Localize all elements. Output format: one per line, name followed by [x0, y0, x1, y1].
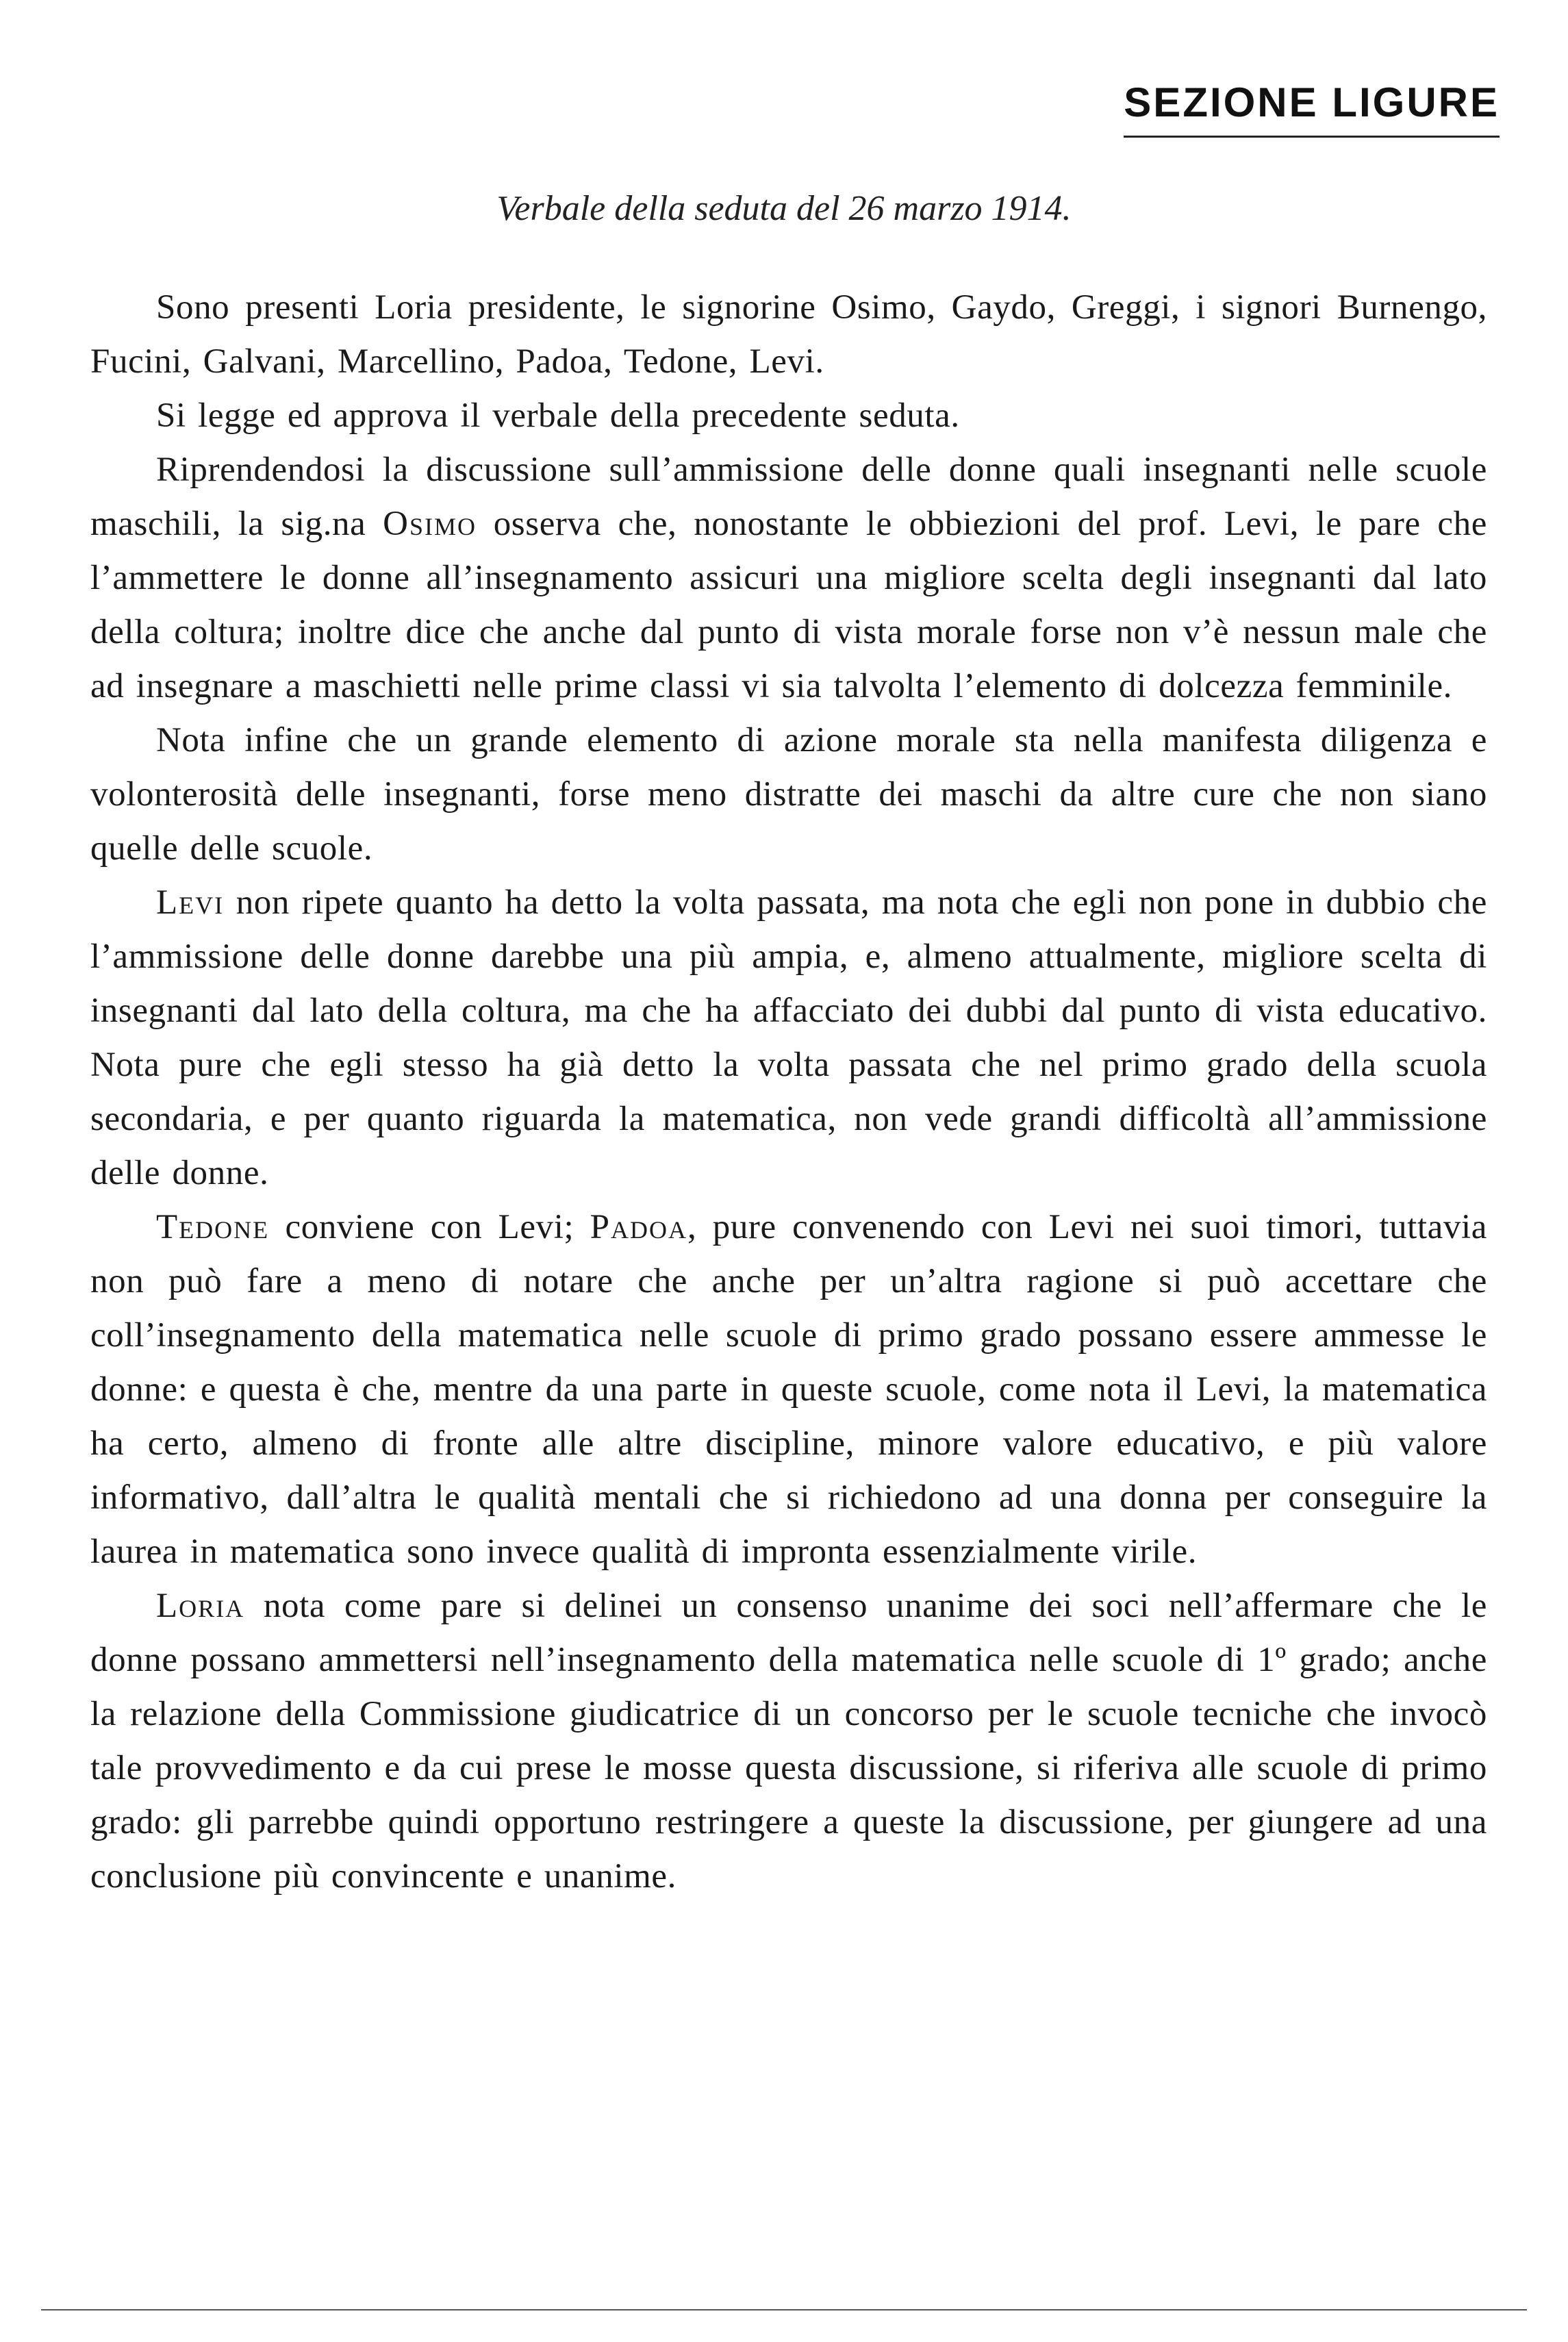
section-header [1124, 79, 1500, 138]
page-bottom-rule [41, 2309, 1527, 2310]
section-title: SEZIONE LIGURE [1124, 79, 1500, 125]
section-title-rule [1124, 136, 1500, 138]
speaker-name-levi: Levi [156, 883, 225, 922]
paragraph-levi [90, 876, 1487, 1200]
paragraph-moral-note: Nota infine che un grande elemento di azione morale sta nella manifesta diligenza e volonterosità delle insegnanti, forse meno distratte dei maschi da altre cure che non siano quelle delle scuole. [90, 721, 1487, 868]
paragraph-levi-text: non ripete quanto ha detto la volta passata, ma nota che egli non pone in dubbio che l’ammissione delle donne darebbe una più ampia, e, almeno attualmente, migliore scelta di insegnanti dal lato della coltura, ma che ha affacciato dei dubbi dal punto di vista educativo. Nota pure che egli stesso ha già detto la volta passata che nel primo grado della scuola secondaria, e per quanto riguarda la matematica, non vede grandi difficoltà all’ammissione delle donne. [90, 883, 1487, 1192]
paragraph-osimo-post: osserva che, nonostante le obbiezioni del prof. Levi, le pare che l’ammettere le donne all’insegnamento assicuri una migliore scelta degli insegnanti dal lato della coltura; inoltre dice che anche dal punto di vista morale forse non v’è nessun male che ad insegnare a maschietti nelle prime classi vi sia talvolta l’elemento di dolcezza femminile. [90, 505, 1487, 705]
speaker-name-loria: Loria [156, 1587, 245, 1625]
speaker-name-osimo: Osimo [383, 505, 477, 543]
paragraph-tedone-padoa [90, 1200, 1487, 1579]
paragraph-padoa-text: , pure convenendo con Levi nei suoi timori, tuttavia non può fare a meno di notare che anche per un’altra ragione si può accettare che coll’insegnamento della matematica nelle scuole di primo grado possano essere ammesse le donne: e questa è che, mentre da una parte in queste scuole, come nota il Levi, la matematica ha certo, almeno di fronte alle altre discipline, minore valore educativo, e più valore informativo, dall’altra le qualità mentali che si richiedono ad una donna per conseguire la laurea in matematica sono invece qualità di impronta essenzialmente virile. [90, 1208, 1488, 1571]
paragraph-attendance: Sono presenti Loria presidente, le signorine Osimo, Gaydo, Greggi, i signori Burnengo, Fucini, Galvani, Marcellino, Padoa, Tedone, Levi. [90, 288, 1487, 381]
paragraph-loria-text: nota come pare si delinei un consenso unanime dei soci nell’affermare che le donne possano ammettersi nell’insegnamento della matematica nelle scuole di 1º grado; anche la relazione della Commissione giudicatrice di un concorso per le scuole tecniche che invocò tale provvedimento e da cui prese le mosse questa discussione, si riferiva alle scuole di primo grado: gli parrebbe quindi opportuno restringere a queste la discussione, per giungere ad una conclusione più convincente e unanime. [90, 1587, 1487, 1896]
paragraph-loria [90, 1579, 1487, 1904]
speaker-name-padoa: Padoa [590, 1208, 687, 1246]
paragraph-approval: Si legge ed approva il verbale della precedente seduta. [156, 396, 960, 435]
paragraph-osimo [90, 443, 1487, 714]
paragraph-tedone-text: conviene con Levi; [269, 1208, 590, 1246]
speaker-name-tedone: Tedone [156, 1208, 270, 1246]
minutes-title: Verbale della seduta del 26 marzo 1914. [496, 189, 1072, 228]
paragraph-osimo-pre: Riprendendosi la discussione sull’ammissione delle donne quali insegnanti nelle scuole maschili, la sig.na [90, 451, 1487, 543]
minutes-body [90, 281, 1487, 1904]
